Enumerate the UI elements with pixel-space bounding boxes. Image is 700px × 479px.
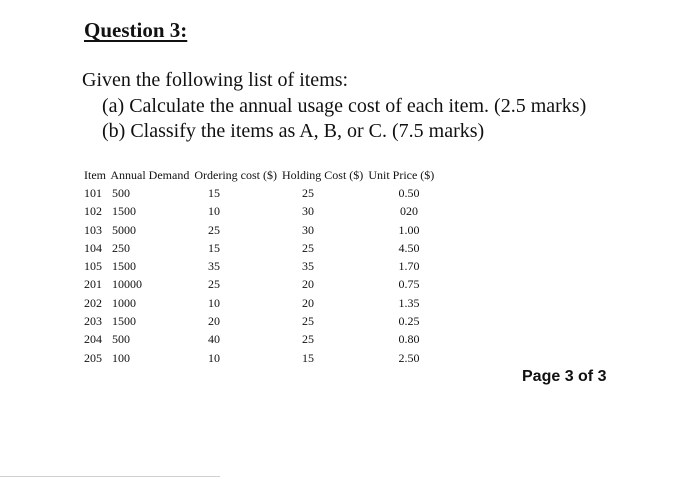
header-item: Item	[84, 168, 106, 182]
cell-demand: 1000	[112, 295, 136, 310]
cell-ordering: 15	[208, 240, 220, 255]
cell-price: 0.80	[398, 332, 420, 347]
cell-holding: 20	[302, 277, 314, 292]
cell-holding: 30	[302, 222, 314, 237]
cell-price: 0.25	[398, 314, 420, 329]
question-heading: Question 3:	[84, 18, 188, 42]
header-annual-demand: Annual Demand	[110, 168, 190, 182]
cell-price: 020	[400, 204, 418, 219]
table-row	[84, 294, 504, 312]
cell-holding: 15	[302, 350, 314, 365]
cell-holding: 30	[302, 204, 314, 219]
cell-item: 204	[84, 332, 102, 347]
table-row	[84, 349, 504, 367]
cell-demand: 1500	[112, 259, 136, 274]
question-part-b: (b) Classify the items as A, B, or C. (7.5 marks)	[102, 120, 485, 142]
cell-ordering: 35	[208, 259, 220, 274]
table-header	[84, 166, 436, 184]
cell-ordering: 15	[208, 186, 220, 200]
table-row	[84, 257, 504, 275]
cell-demand: 100	[112, 350, 130, 365]
cell-ordering: 40	[208, 332, 220, 347]
question-intro: Given the following list of items:	[82, 69, 349, 91]
cell-holding: 25	[302, 240, 314, 255]
cell-ordering: 20	[208, 314, 220, 329]
cell-demand: 10000	[112, 277, 142, 292]
cell-price: 1.70	[398, 259, 420, 274]
question-part-a: (a) Calculate the annual usage cost of each item. (2.5 marks)	[102, 95, 587, 117]
cell-ordering: 10	[208, 350, 220, 365]
cell-item: 101	[84, 186, 102, 200]
bottom-divider	[0, 476, 220, 477]
table-row	[84, 275, 504, 293]
cell-price: 1.00	[398, 222, 420, 237]
cell-item: 104	[84, 240, 102, 255]
table-row	[84, 202, 504, 220]
cell-price: 2.50	[398, 350, 420, 365]
cell-price: 0.75	[398, 277, 420, 292]
cell-item: 103	[84, 222, 102, 237]
table-body	[84, 184, 504, 367]
table-row	[84, 221, 504, 239]
header-ordering-cost: Ordering cost ($)	[194, 168, 277, 182]
cell-demand: 1500	[112, 314, 136, 329]
cell-demand: 5000	[112, 222, 136, 237]
cell-item: 205	[84, 350, 102, 365]
cell-holding: 25	[302, 332, 314, 347]
cell-item: 105	[84, 259, 102, 274]
cell-holding: 25	[302, 314, 314, 329]
cell-item: 102	[84, 204, 102, 219]
cell-ordering: 25	[208, 222, 220, 237]
cell-ordering: 25	[208, 277, 220, 292]
cell-demand: 500	[112, 332, 130, 347]
header-holding-cost: Holding Cost ($)	[281, 168, 364, 182]
cell-item: 202	[84, 295, 102, 310]
cell-holding: 25	[302, 186, 314, 200]
cell-price: 4.50	[398, 240, 420, 255]
cell-ordering: 10	[208, 295, 220, 310]
table-row	[84, 239, 504, 257]
table-row	[84, 330, 504, 348]
table-row	[84, 184, 504, 202]
cell-demand: 500	[112, 186, 130, 200]
header-unit-price: Unit Price ($)	[368, 168, 435, 182]
cell-holding: 20	[302, 295, 314, 310]
cell-demand: 250	[112, 240, 130, 255]
cell-item: 201	[84, 277, 102, 292]
cell-demand: 1500	[112, 204, 136, 219]
cell-ordering: 10	[208, 204, 220, 219]
cell-price: 0.50	[398, 186, 420, 200]
cell-price: 1.35	[398, 295, 420, 310]
table-row	[84, 312, 504, 330]
cell-item: 203	[84, 314, 102, 329]
page-number: Page 3 of 3	[522, 368, 607, 385]
cell-holding: 35	[302, 259, 314, 274]
